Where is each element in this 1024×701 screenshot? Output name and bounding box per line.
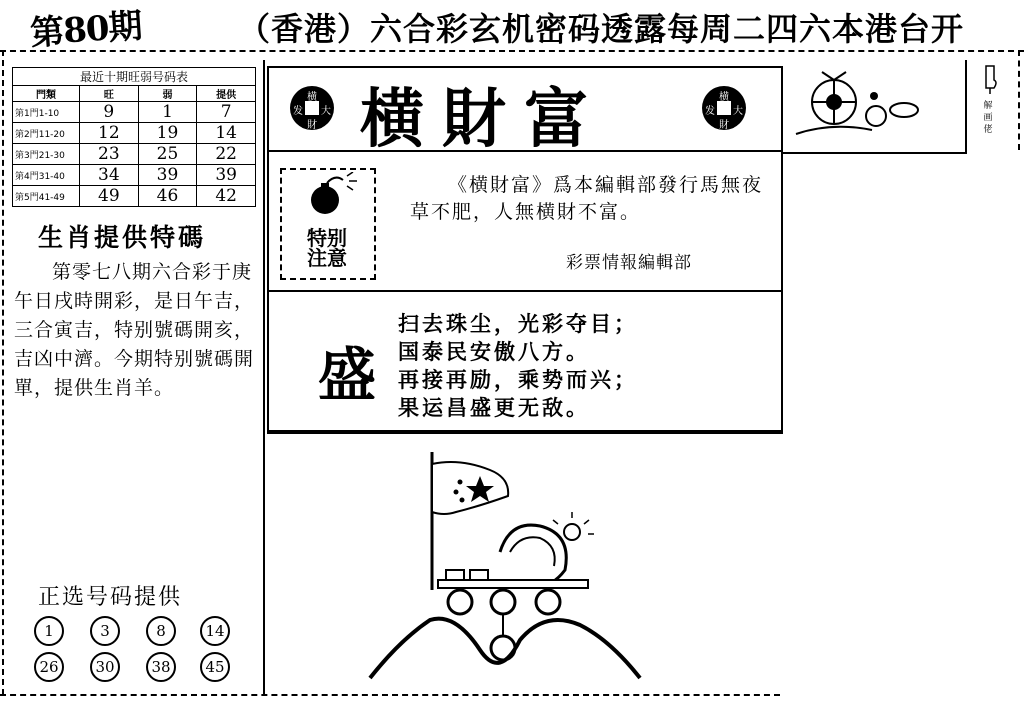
big-character: 盛 [318, 341, 377, 409]
left-dashed-border [2, 50, 4, 695]
table-header: 提供 [197, 86, 256, 102]
editor-credit: 彩票情報編輯部 [566, 253, 692, 273]
row-label: 第3門21-30 [13, 144, 80, 165]
cell-hot: 9 [80, 102, 139, 123]
main-title: 横財富 [360, 82, 606, 157]
cart-illustration [360, 440, 660, 690]
table-row [13, 144, 256, 165]
hint-label: 解画佬 [983, 101, 993, 135]
pointing-hand-icon [982, 64, 1000, 96]
poem-line: 扫去珠尘，光彩夺目； [398, 312, 638, 336]
row-label: 第1門1-10 [13, 102, 80, 123]
number-ball: 26 [34, 652, 64, 682]
headline: （香港）六合彩玄机密码透露每周二四六本港台开 [238, 10, 965, 48]
table-header: 旺 [80, 86, 139, 102]
divider [267, 430, 781, 432]
intro-paragraph: 《横財富》爲本編輯部發行馬無夜草不肥，人無横財不富。 [410, 174, 764, 223]
poem-line: 果运昌盛更无敌。 [398, 396, 590, 420]
right-dashed-border [1018, 50, 1020, 150]
number-ball: 14 [200, 616, 230, 646]
table-header: 門類 [13, 86, 80, 102]
cell-hot: 23 [80, 144, 139, 165]
cell-offer: 39 [197, 165, 256, 186]
cell-offer: 14 [197, 123, 256, 144]
table-caption: 最近十期旺弱号码表 [13, 68, 256, 86]
cell-cold: 1 [138, 102, 197, 123]
intro-text [410, 172, 770, 226]
abacus-turtle-illustration [792, 64, 932, 144]
row-label: 第4門31-40 [13, 165, 80, 186]
cell-hot: 49 [80, 186, 139, 207]
cell-cold: 39 [138, 165, 197, 186]
top-dashed-border [0, 50, 1024, 52]
cell-offer: 22 [197, 144, 256, 165]
coin-icon: 横 发 大 財 [290, 86, 334, 130]
hot-cold-number-table [12, 67, 256, 207]
row-label: 第5門41-49 [13, 186, 80, 207]
table-row [13, 186, 256, 207]
cell-cold: 46 [138, 186, 197, 207]
cell-offer: 7 [197, 102, 256, 123]
table-row [13, 123, 256, 144]
number-ball: 38 [146, 652, 176, 682]
number-ball: 45 [200, 652, 230, 682]
issue-number: 第80期 [28, 6, 143, 54]
poem [398, 310, 638, 422]
bottom-dashed-border [0, 694, 780, 696]
number-ball: 3 [90, 616, 120, 646]
notice-label: 特别 注意 [307, 226, 347, 270]
bomb-icon [305, 172, 361, 218]
left-column-divider [263, 60, 265, 696]
zodiac-paragraph: 第零七八期六合彩于庚午日戌時開彩，是日午吉，三合寅吉，特别號碼開亥，吉凶中濟。今期特别號碼開單，提供生肖羊。 [14, 261, 255, 399]
table-row [13, 102, 256, 123]
zodiac-title: 生肖提供特碼 [38, 223, 207, 252]
table-row [13, 165, 256, 186]
poem-line: 国泰民安傲八方。 [398, 340, 590, 364]
picks-title: 正选号码提供 [38, 585, 183, 610]
table-header: 弱 [138, 86, 197, 102]
coin-icon: 横 发 大 財 [702, 86, 746, 130]
divider [267, 290, 781, 292]
cell-cold: 25 [138, 144, 197, 165]
zodiac-text [14, 258, 254, 403]
cell-hot: 12 [80, 123, 139, 144]
poem-line: 再接再励，乘势而兴； [398, 368, 638, 392]
number-ball: 1 [34, 616, 64, 646]
cell-hot: 34 [80, 165, 139, 186]
cell-offer: 42 [197, 186, 256, 207]
cell-cold: 19 [138, 123, 197, 144]
row-label: 第2門11-20 [13, 123, 80, 144]
number-ball: 30 [90, 652, 120, 682]
number-ball: 8 [146, 616, 176, 646]
